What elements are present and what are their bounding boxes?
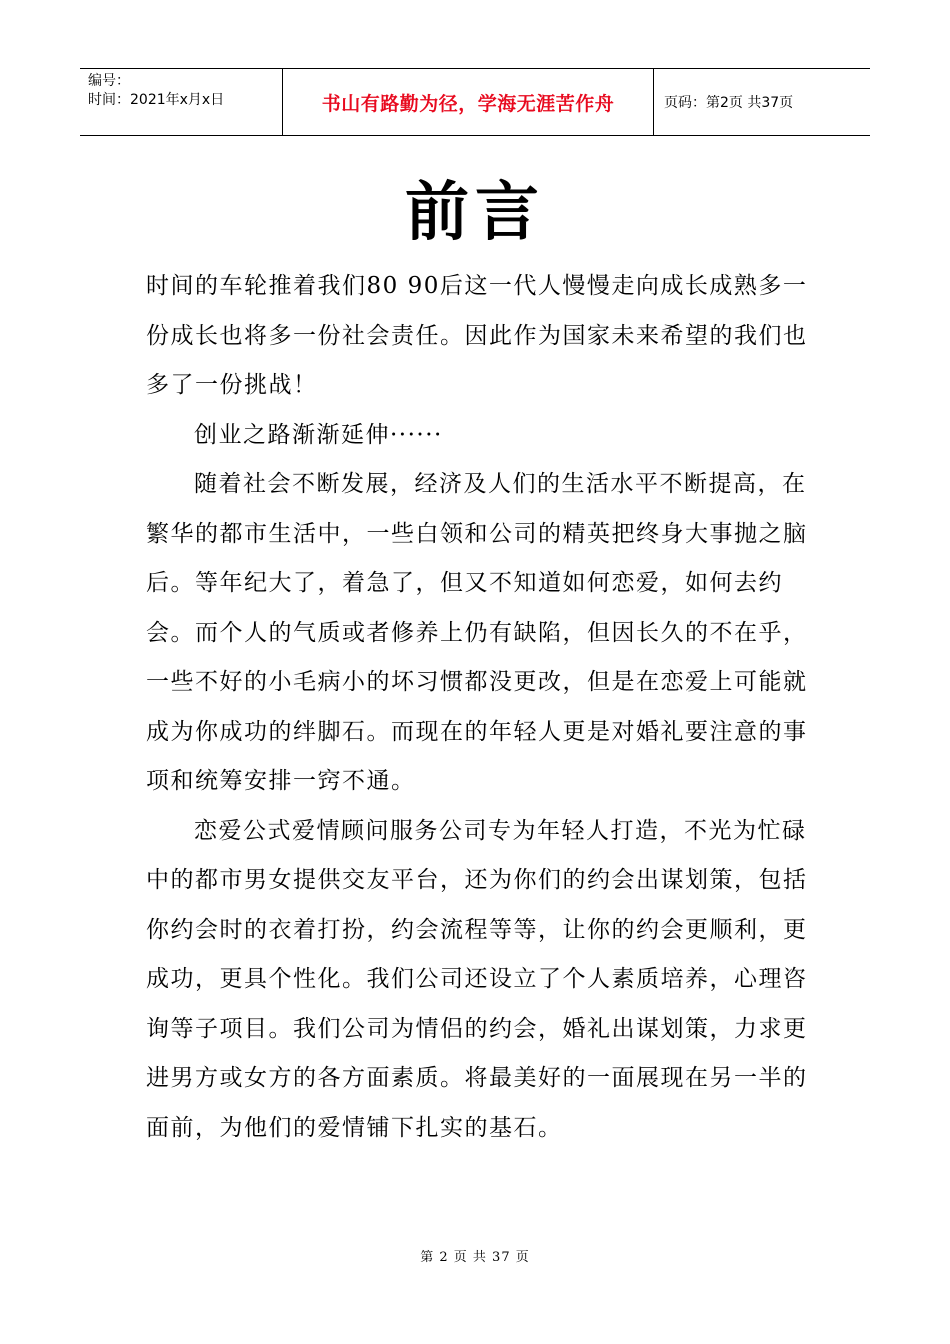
header-page-info: 页码：第2页 共37页 (664, 95, 794, 111)
paragraph-social-background: 随着社会不断发展，经济及人们的生活水平不断提高，在繁华的都市生活中，一些白领和公司的精英把终身大事抛之脑后。等年纪大了，着急了，但又不知道如何恋爱，如何去约会。而个人的气质或者修养上仍有缺陷，但因长久的不在乎，一些不好的小毛病小的坏习惯都没更改，但是在恋爱上可能就成为你成功的绊脚石。而现在的年轻人更是对婚礼要注意的事项和统筹安排一窍不通。 (146, 471, 808, 794)
header-number-label: 编号： (88, 73, 130, 89)
document-header (80, 68, 870, 136)
page-footer: 第 2 页 共 37 页 (420, 1250, 530, 1265)
paragraph-intro: 时间的车轮推着我们80 90后这一代人慢慢走向成长成熟多一份成长也将多一份社会责任。因此作为国家未来希望的我们也多了一份挑战！ (146, 273, 808, 398)
body-content (146, 262, 816, 1153)
header-meta (80, 69, 282, 135)
header-motto: 书山有路勤为径，学海无涯苦作舟 (282, 69, 654, 135)
paragraph-company-intro: 恋爱公式爱情顾问服务公司专为年轻人打造，不光为忙碌中的都市男女提供交友平台，还为你们的约会出谋划策，包括你约会时的衣着打扮，约会流程等等，让你的约会更顺利，更成功，更具个性化。我们公司还设立了个人素质培养，心理咨询等子项目。我们公司为情侣的约会，婚礼出谋划策，力求更进男方或女方的各方面素质。将最美好的一面展现在另一半的面前，为他们的爱情铺下扎实的基石。 (146, 817, 808, 1141)
paragraph-startup-path: 创业之路渐渐延伸······ (194, 421, 443, 448)
page-title: 前言 (405, 175, 545, 250)
header-date-label: 时间：2021年x月x日 (88, 92, 225, 108)
